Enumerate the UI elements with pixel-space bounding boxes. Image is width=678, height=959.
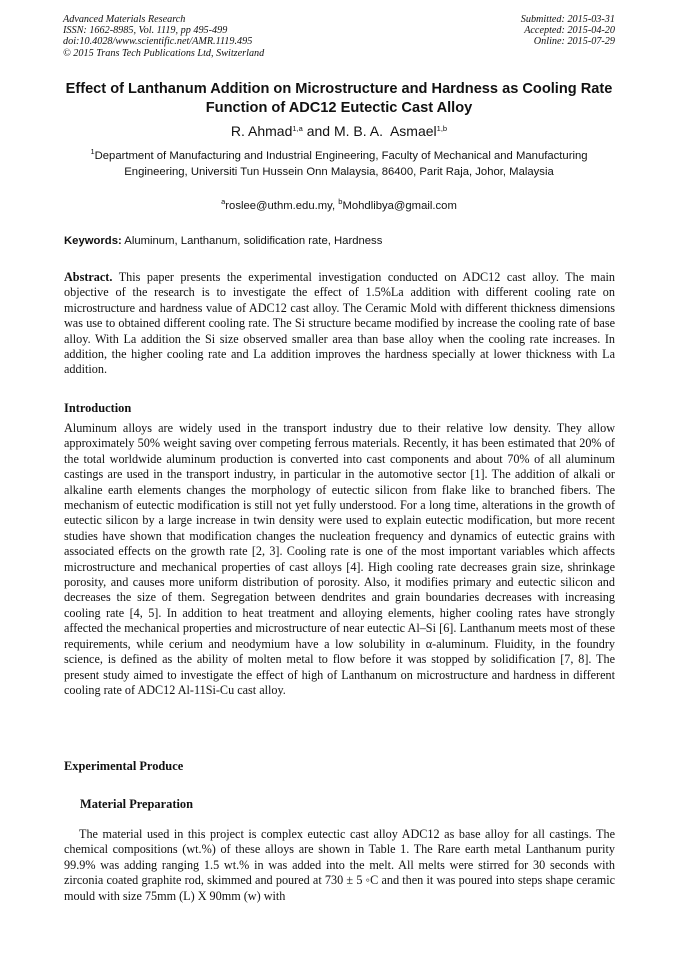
issn-line: ISSN: 1662-8985, Vol. 1119, pp 495-499 (63, 25, 228, 37)
affiliation-superscript: 1 (90, 147, 95, 156)
journal-name: Advanced Materials Research (63, 14, 186, 25)
email-a: roslee@uthm.edu.my, (225, 200, 336, 212)
author-1: R. Ahmad (230, 123, 293, 139)
email-b: Mohdlibya@gmail.com (342, 200, 457, 212)
dates-info (521, 14, 615, 48)
abstract (64, 270, 615, 378)
material-preparation-paragraph: The material used in this project is complex eutectic cast alloy ADC12 as base alloy for all castings. The chemical compositions (wt.%) of these alloys are shown in Table 1. The Rare earth metal Lanthanum purity 99.9% was adding ranging 1.5 wt.% in was added into the melt. All melts were stirred for 30 seconds with zirconia coated graphite rod, skimmed and poured at 730 ± 5 ◦C and then it was poured into steps shape ceramic mould with size 75mm (L) X 90mm (w) with (64, 827, 615, 903)
journal-info (63, 14, 264, 59)
email-a-superscript: a (221, 197, 226, 206)
copyright-line: © 2015 Trans Tech Publications Ltd, Switzerland (63, 47, 265, 59)
affiliation-text: Department of Manufacturing and Industrial Engineering, Faculty of Mechanical and Manufacturing Engineering, Universiti Tun Hussein Onn Malaysia, 86400, Parit Raja, Johor, Malaysia (94, 150, 588, 178)
paper-title: Effect of Lanthanum Addition on Microstructure and Hardness as Cooling Rate Function of ADC12 Eutectic Cast Alloy (65, 81, 613, 116)
online-date: Online: 2015-07-29 (533, 36, 615, 48)
keywords (64, 234, 615, 249)
introduction-paragraph: Aluminum alloys are widely used in the transport industry due to their relative low density. They allow approximately 50% weight saving over competing ferrous materials. Recently, it has been estimated that 20% of the total worldwide aluminum production is converted into cast components and about 70% of all aluminum castings are used in the transport industry, in particular in the automotive sector [1]. The addition of alkali or alkaline earth elements changes the morphology of eutectic silicon from flake like to branched fibers. The mechanism of eutectic modification is still not yet fully understood. For a long time, alterations in the growth of eutectic silicon by a large increase in twin density were used to explain eutectic modification, but more recent studies have shown that modification changes the nucleation frequency and dynamics of eutectic grains with associated effects on the growth rate [2, 3]. Cooling rate is one of the most important variables which affects microstructure and mechanical properties of cast alloys [4]. High cooling rate decreases grain size, shrinkage porosity, and causes more uniform distribution of porosity. Also, it modifies primary and eutectic silicon and decreases the size of them. Segregation between dendrites and grain boundaries decreases with increasing cooling rate [4, 5]. In addition to heat treatment and alloying elements, higher cooling rates have strongly affected the mechanical properties and microstructure of near eutectic Al–Si [6]. Lanthanum meets most of these requirements, while cerium and neodymium have a low solubility in α-aluminum. Fluidity, in the foundry science, is defined as the ability of molten metal to flow before it was stopped by solidification [7, 8]. The present study aimed to investigate the effect of high of Lanthanum on microstructure and hardness in different cooling rate of ADC12 Al-11Si-Cu cast alloy. (64, 421, 615, 697)
experimental-heading: Experimental Produce (64, 759, 184, 773)
author-line (40, 121, 638, 141)
material-preparation-heading: Material Preparation (80, 797, 193, 811)
accepted-date: Accepted: 2015-04-20 (524, 25, 615, 37)
author-1-superscript: 1,a (292, 124, 303, 133)
abstract-label: Abstract. (64, 270, 113, 284)
email-b-superscript: b (338, 197, 343, 206)
author-2: M. B. A. Asmael (333, 123, 437, 139)
author-2-superscript: 1,b (436, 124, 448, 133)
affiliation (70, 149, 608, 180)
email-line (40, 199, 638, 214)
keywords-label: Keywords: (64, 235, 122, 247)
abstract-text: This paper presents the experimental investigation conducted on ADC12 cast alloy. The main objective of the research is to investigate the effect of 1.5%La addition with different cooling rate on microstructure and hardness value of ADC12 cast alloy. The Ceramic Mold with different thickness dimensions was use to obtained different cooling rate. The Si structure became modified by increase the cooling rate of base alloy. With La addition the Si size observed smaller area than base alloy when the cooling rate increases. In addition, the higher cooling rate and La addition improves the hardness specially at lower thickness with La addition. (64, 270, 615, 377)
introduction-heading: Introduction (64, 401, 132, 415)
author-conjunction: and (306, 123, 331, 139)
doi-line: doi:10.4028/www.scientific.net/AMR.1119.495 (63, 36, 253, 48)
keywords-text: Aluminum, Lanthanum, solidification rate, Hardness (124, 235, 383, 247)
submitted-date: Submitted: 2015-03-31 (520, 14, 615, 25)
